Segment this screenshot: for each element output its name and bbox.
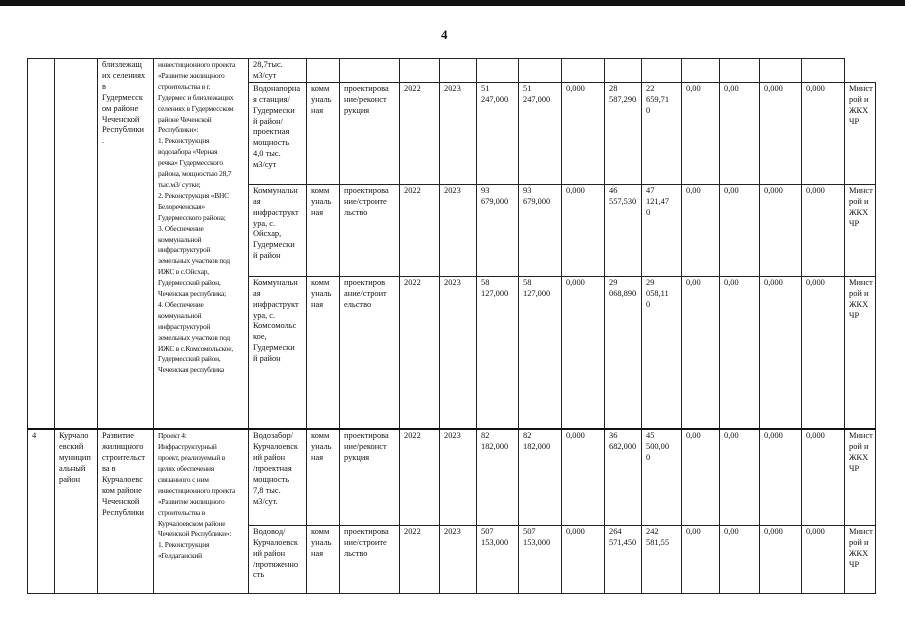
cell-value-other: 242 581,55	[642, 525, 682, 593]
cell-value-a: 0,00	[682, 525, 720, 593]
program-table	[27, 58, 876, 594]
cell-value-d: 0,000	[802, 276, 845, 429]
cell-value-a: 0,00	[682, 82, 720, 184]
cell-value-total: 51 247,000	[519, 82, 562, 184]
cell-value-total: 82 182,000	[519, 429, 562, 525]
cell-start-year: 2022	[400, 184, 440, 276]
cell-object: 28,7тыс. м3/сут	[249, 59, 307, 83]
cell-executor: Минст рой и ЖКХ ЧР	[845, 276, 876, 429]
cell-value-b: 0,00	[720, 525, 760, 593]
cell-value	[477, 59, 519, 83]
cell-value-other: 22 659,71 0	[642, 82, 682, 184]
cell-work-type	[340, 59, 400, 83]
cell-work-type: проектирова ние/строите льство	[340, 184, 400, 276]
cell-total-cost: 58 127,000	[477, 276, 519, 429]
cell-object: Водовод/ Курчалоевск ий район /протяженно сть	[249, 525, 307, 593]
cell-index	[28, 59, 55, 430]
cell-value-c: 0,000	[760, 525, 802, 593]
cell-value	[642, 59, 682, 83]
cell-value-c: 0,000	[760, 184, 802, 276]
cell-project: Проект 4: Инфраструктурный проект, реализуемый в целях обеспечения связанного с ним инвестиционного проекта «Развитие жилищного строительства в Курчалоевском районе Чеченской Республики»: 1. Реконструкция «Гелдаганский	[154, 429, 249, 593]
cell-value-d: 0,000	[802, 525, 845, 593]
cell-end-year: 2023	[440, 429, 477, 525]
cell-sector: комм уналь ная	[307, 276, 340, 429]
cell-value-c: 0,000	[760, 429, 802, 525]
cell-start-year	[400, 59, 440, 83]
cell-start-year: 2022	[400, 525, 440, 593]
cell-sector: комм уналь ная	[307, 429, 340, 525]
cell-value-c: 0,000	[760, 276, 802, 429]
cell-value-b: 0,00	[720, 276, 760, 429]
cell-end-year: 2023	[440, 184, 477, 276]
cell-value-d: 0,000	[802, 82, 845, 184]
cell-value-other: 29 058,11 0	[642, 276, 682, 429]
cell-work-type: проектирова ние/строите льство	[340, 525, 400, 593]
cell-value-a: 0,00	[682, 429, 720, 525]
cell-sector	[307, 59, 340, 83]
cell-start-year: 2022	[400, 429, 440, 525]
cell-object: Водозабор/ Курчалоевск ий район /проектная мощность 7,8 тыс. м3/сут.	[249, 429, 307, 525]
cell-executor: Минст рой и ЖКХ ЧР	[845, 429, 876, 525]
cell-total-cost: 51 247,000	[477, 82, 519, 184]
cell-work-type: проектиров ание/строит ельство	[340, 276, 400, 429]
table-row	[28, 59, 876, 83]
cell-value	[682, 59, 720, 83]
cell-sector: комм уналь ная	[307, 184, 340, 276]
cell-value-b: 0,00	[720, 82, 760, 184]
cell-work-type: проектирова ние/реконст рукция	[340, 429, 400, 525]
cell-object: Коммунальн ая инфраструкт ура, с. Комсомольс кое, Гудермески й район	[249, 276, 307, 429]
cell-sector: комм уналь ная	[307, 82, 340, 184]
cell-value-regional: 29 068,890	[605, 276, 642, 429]
cell-project: инвестиционного проекта «Развитие жилищного строительства в г. Гудермес и близлежащих селениях в Гудермесском районе Чеченской Республики»: 1. Реконструкция водозабора «Черная речка» Гудермесского района, мощностью 28,7 тыс.м3/ сутки; 2. Реконструкция «ВНС Белореченская» Гудермесского района; 3. Обеспечение коммунальной инфраструктурой земельных участков под ИЖС в с.Ойсхар, Гудермесский район, Чеченская республика; 4. Обеспечение коммунальной инфраструктурой земельных участков под ИЖС в с.Комсомольское, Гудермесский район, Чеченская республика	[154, 59, 249, 430]
cell-value	[720, 59, 760, 83]
cell-value-a: 0,00	[682, 276, 720, 429]
cell-sector: комм уналь ная	[307, 525, 340, 593]
cell-object: Водонапорна я станция/ Гудермески й район/ проектная мощность 4,0 тыс. м3/сут	[249, 82, 307, 184]
cell-municipality: Курчало евский муницип альный район	[55, 429, 98, 593]
cell-total-cost: 82 182,000	[477, 429, 519, 525]
cell-value-regional: 28 587,290	[605, 82, 642, 184]
cell-municipality	[55, 59, 98, 430]
page-number: 4	[441, 27, 448, 42]
cell-direction: близлежащ их селениях в Гудермесск ом районе Чеченской Республики .	[98, 59, 154, 430]
cell-executor: Минст рой и ЖКХ ЧР	[845, 525, 876, 593]
cell-value-d: 0,000	[802, 184, 845, 276]
cell-value-total: 93 679,000	[519, 184, 562, 276]
cell-object: Коммунальн ая инфраструкт ура, с. Ойсхар, Гудермески й район	[249, 184, 307, 276]
cell-value-federal: 0,000	[562, 82, 605, 184]
cell-value-federal: 0,000	[562, 429, 605, 525]
cell-value-c: 0,000	[760, 82, 802, 184]
cell-end-year: 2023	[440, 525, 477, 593]
cell-total-cost: 507 153,000	[477, 525, 519, 593]
cell-value-total: 507 153,000	[519, 525, 562, 593]
cell-value-regional: 46 557,530	[605, 184, 642, 276]
cell-value-b: 0,00	[720, 429, 760, 525]
cell-value-regional: 264 571,450	[605, 525, 642, 593]
cell-direction: Развитие жилищного строительст ва в Курчалоевс ком районе Чеченской Республики	[98, 429, 154, 593]
cell-end-year: 2023	[440, 82, 477, 184]
cell-end-year	[440, 59, 477, 83]
cell-work-type: проектирова ние/реконст рукция	[340, 82, 400, 184]
cell-value	[605, 59, 642, 83]
cell-executor: Минст рой и ЖКХ ЧР	[845, 184, 876, 276]
table-row	[28, 429, 876, 525]
cell-value-federal: 0,000	[562, 525, 605, 593]
cell-value	[802, 59, 845, 83]
cell-value-b: 0,00	[720, 184, 760, 276]
cell-value-federal: 0,000	[562, 184, 605, 276]
cell-start-year: 2022	[400, 82, 440, 184]
cell-value	[562, 59, 605, 83]
cell-value	[760, 59, 802, 83]
cell-value-federal: 0,000	[562, 276, 605, 429]
cell-value	[519, 59, 562, 83]
cell-end-year: 2023	[440, 276, 477, 429]
cell-executor: Минст рой и ЖКХ ЧР	[845, 82, 876, 184]
cell-total-cost: 93 679,000	[477, 184, 519, 276]
cell-value-total: 58 127,000	[519, 276, 562, 429]
cell-value-regional: 36 682,000	[605, 429, 642, 525]
cell-value-d: 0,000	[802, 429, 845, 525]
cell-start-year: 2022	[400, 276, 440, 429]
cell-value-other: 45 500,00 0	[642, 429, 682, 525]
cell-value-other: 47 121,47 0	[642, 184, 682, 276]
top-border-bar	[0, 0, 905, 6]
cell-value-a: 0,00	[682, 184, 720, 276]
cell-index: 4	[28, 429, 55, 593]
